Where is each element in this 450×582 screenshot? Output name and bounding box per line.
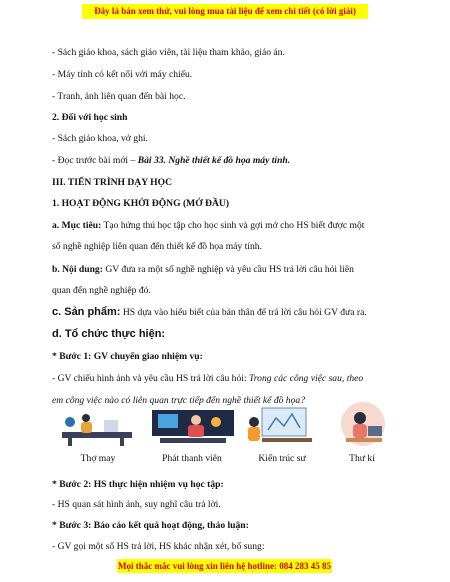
header-banner: Đây là bản xem thử, vui lòng mua tài liệu để xem chi tiết (có lời giải) xyxy=(82,4,368,19)
text-line-5: - Sách giáo khoa, vở ghi. xyxy=(52,133,148,144)
caption-architect: Kiến trúc sư xyxy=(258,453,306,464)
objective-text: Tạo hứng thú học tập cho học sinh và gợi mở cho HS biết được một xyxy=(101,220,365,231)
product-text: HS dựa vào hiểu biết của bản thân để trả lời câu hỏi GV đưa ra. xyxy=(120,307,367,318)
content-line xyxy=(52,263,354,276)
text-line-3: - Tranh, ảnh liên quan đến bài học. xyxy=(52,91,186,102)
footer-banner: Mọi thắc mắc vui lòng xin liên hệ hotline: 084 283 45 85 xyxy=(117,561,331,571)
question-line-2: em công việc nào có liên quan trực tiếp đến nghề thiết kế đồ họa? xyxy=(52,395,305,406)
text-line-6 xyxy=(52,154,290,167)
objective-label: a. Mục tiêu: xyxy=(52,220,102,231)
question-line xyxy=(52,372,363,385)
content-text: GV đưa ra một số nghề nghiệp và yêu cầu HS trả lời câu hỏi liên xyxy=(102,264,354,275)
content-label: b. Nội dung: xyxy=(52,264,103,275)
step-3-text: - GV gọi một số HS trả lời, HS khác nhận xét, bổ sung: xyxy=(52,541,265,552)
secretary-illustration xyxy=(330,402,396,448)
product-line xyxy=(52,306,367,319)
text-line-6-prefix: - Đọc trước bài mới – xyxy=(52,155,138,166)
step-1-heading: * Bước 1: GV chuyển giao nhiệm vụ: xyxy=(52,351,203,362)
section-heading-process: III. TIẾN TRÌNH DẠY HỌC xyxy=(52,177,173,188)
step-2-heading: * Bước 2: HS thực hiện nhiệm vụ học tập: xyxy=(52,479,224,490)
objective-line-2: số nghề nghiệp liên quan đến thiết kế đồ họa máy tính. xyxy=(52,241,262,252)
organization-heading: d. Tổ chức thực hiện: xyxy=(52,328,166,340)
caption-secretary: Thư kí xyxy=(349,453,375,464)
step-3-heading: * Bước 3: Báo cáo kết quả hoạt động, thảo luận: xyxy=(52,520,249,531)
text-line-2: - Máy tính có kết nối với máy chiếu. xyxy=(52,69,193,80)
tailor-illustration xyxy=(58,412,140,446)
question-prefix: - GV chiếu hình ảnh và yêu cầu HS trả lời câu hỏi: xyxy=(52,373,249,384)
content-line-2: quan đến nghề nghiệp đó. xyxy=(52,285,151,296)
step-2-text: - HS quan sát hình ảnh, suy nghĩ câu trả lời. xyxy=(52,499,221,510)
architect-illustration xyxy=(242,406,320,446)
lesson-title: Bài 33. Nghề thiết kế đồ họa máy tính. xyxy=(137,155,291,166)
caption-broadcaster: Phát thanh viên xyxy=(162,453,222,464)
text-line-1: - Sách giáo khoa, sách giáo viên, tài liệu tham khảo, giáo án. xyxy=(52,47,285,58)
section-heading-students: 2. Đối với học sinh xyxy=(52,112,128,123)
caption-tailor: Thợ may xyxy=(80,453,116,464)
product-label: c. Sản phẩm: xyxy=(52,306,121,318)
question-text: Trong các công việc sau, theo xyxy=(249,373,364,384)
objective-line xyxy=(52,219,364,232)
broadcaster-illustration xyxy=(150,406,236,448)
activity-heading: 1. HOẠT ĐỘNG KHỞI ĐỘNG (MỞ ĐẦU) xyxy=(52,198,230,209)
